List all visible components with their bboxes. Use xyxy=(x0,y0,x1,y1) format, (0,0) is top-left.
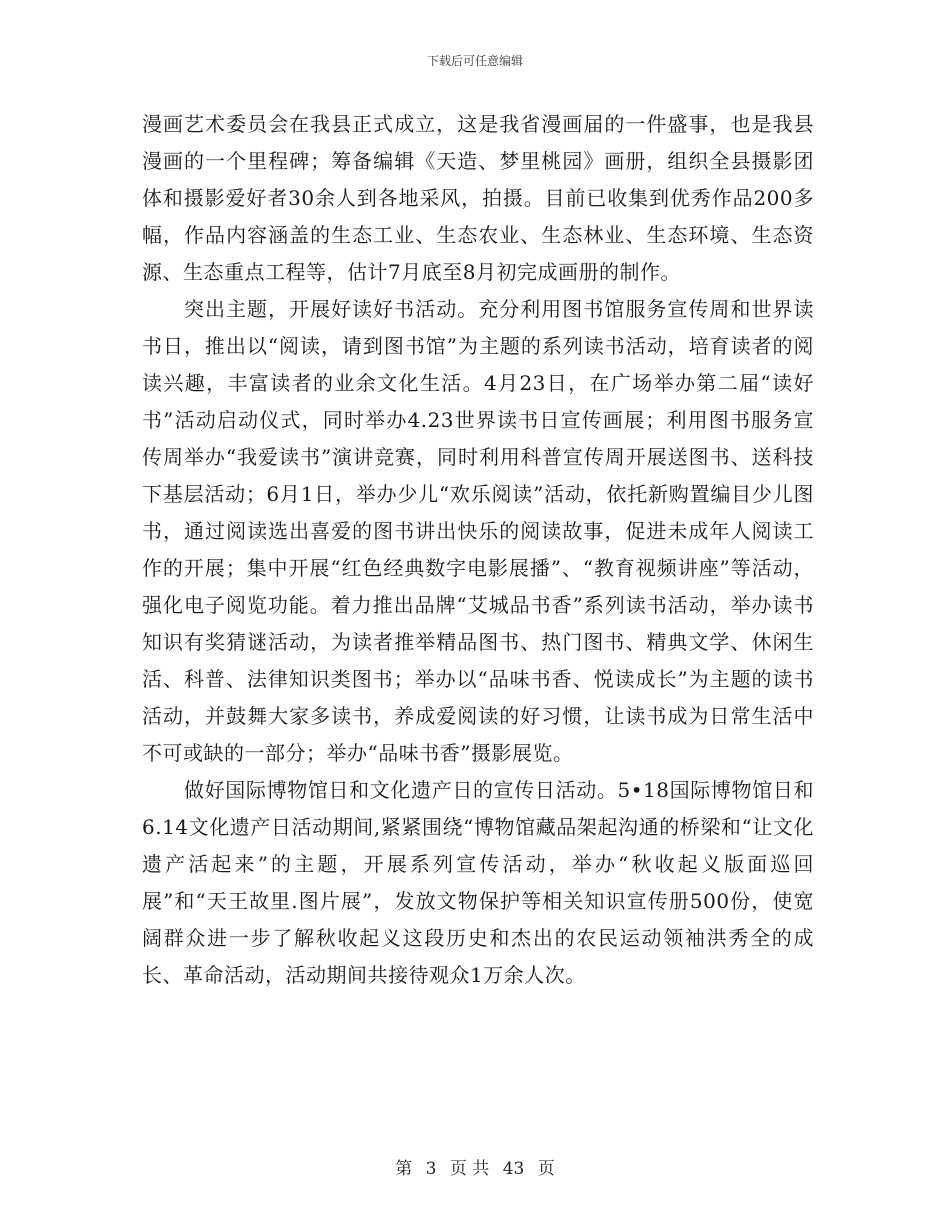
paragraph-art-committee: 漫画艺术委员会在我县正式成立，这是我省漫画届的一件盛事，也是我县漫画的一个里程碑；筹备编辑《天造、梦里桃园》画册，组织全县摄影团体和摄影爱好者30余人到各地采风，拍摄。目前已收集到优秀作品200多幅，作品内容涵盖的生态工业、生态农业、生态林业、生态环境、生态资源、生态重点工程等，估计7月底至8月初完成画册的制作。 xyxy=(142,112,814,284)
paragraph-museum-heritage-day: 做好国际博物馆日和文化遗产日的宣传日活动。5•18国际博物馆日和6.14文化遗产日活动期间,紧紧围绕“博物馆藏品架起沟通的桥梁和“让文化遗产活起来”的主题，开展系列宣传活动，举办“秋收起义版面巡回展”和“天王故里.图片展”，发放文物保护等相关知识宣传册500份，使宽阔群众进一步了解秋收起义这段历史和杰出的农民运动领袖洪秀全的成长、革命活动，活动期间共接待观众1万余人次。 xyxy=(142,778,814,987)
document-body xyxy=(142,106,814,994)
page-footer xyxy=(0,1154,950,1179)
footer-page-number: 3 xyxy=(425,1159,437,1179)
footer-prefix: 第 xyxy=(395,1159,413,1179)
footer-total-pages: 43 xyxy=(502,1159,525,1179)
paragraph-reading-activities: 突出主题，开展好读好书活动。充分利用图书馆服务宣传周和世界读书日，推出以“阅读，请到图书馆”为主题的系列读书活动，培育读者的阅读兴趣，丰富读者的业余文化生活。4月23日，在广场举办第二届“读好书”活动启动仪式，同时举办4.23世界读书日宣传画展；利用图书服务宣传周举办“我爱读书”演讲竞赛，同时利用科普宣传周开展送图书、送科技下基层活动；6月1日，举办少儿“欢乐阅读”活动，依托新购置编目少儿图书，通过阅读选出喜爱的图书讲出快乐的阅读故事，促进未成年人阅读工作的开展；集中开展“红色经典数字电影展播”、“教育视频讲座”等活动，强化电子阅览功能。着力推出品牌“艾城品书香”系列读书活动，举办读书知识有奖猜谜活动，为读者推举精品图书、热门图书、精典文学、休闲生活、科普、法律知识类图书；举办以“品味书香、悦读成长”为主题的读书活动，并鼓舞大家多读书，养成爱阅读的好习惯，让读书成为日常生活中不可或缺的一部分；举办“品味书香”摄影展览。 xyxy=(142,297,814,765)
footer-middle: 页 共 xyxy=(449,1159,490,1179)
footer-suffix: 页 xyxy=(537,1159,555,1179)
page-header-note: 下载后可任意编辑 xyxy=(426,54,523,68)
